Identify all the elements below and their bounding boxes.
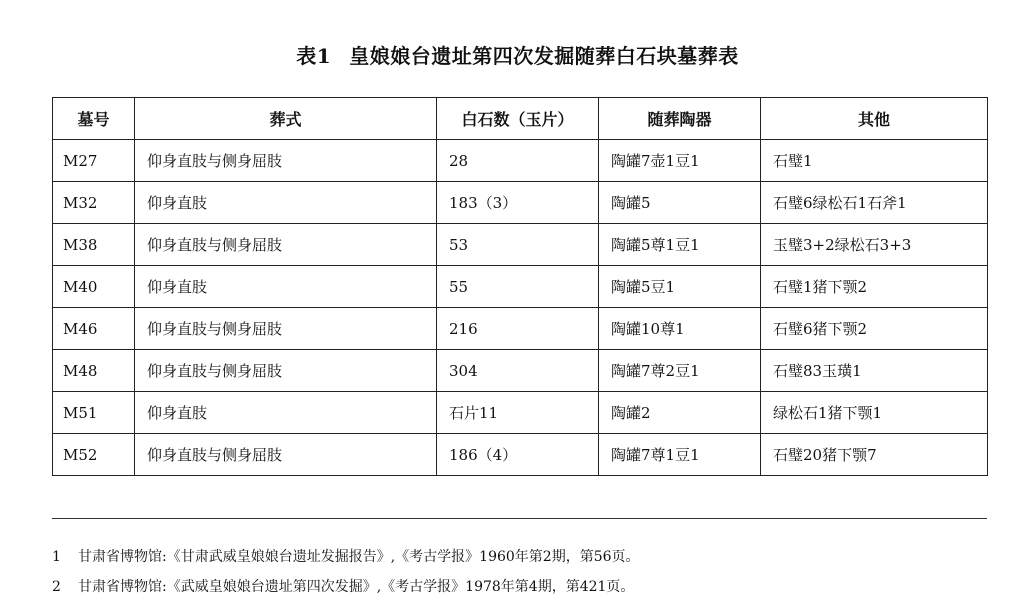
cell-burial-posture: 仰身直肢与侧身屈肢 <box>135 224 437 266</box>
cell-other: 玉璧3+2绿松石3+3 <box>761 224 988 266</box>
cell-burial-posture: 仰身直肢与侧身屈肢 <box>135 434 437 476</box>
burial-table <box>52 97 988 476</box>
table-row <box>53 392 988 434</box>
cell-other: 石璧1猪下颚2 <box>761 266 988 308</box>
cell-white-stone-count: 28 <box>437 140 599 182</box>
cell-white-stone-count: 304 <box>437 350 599 392</box>
cell-burial-posture: 仰身直肢与侧身屈肢 <box>135 140 437 182</box>
cell-white-stone-count: 53 <box>437 224 599 266</box>
cell-white-stone-count: 216 <box>437 308 599 350</box>
cell-other: 石璧1 <box>761 140 988 182</box>
cell-tomb-number: M40 <box>53 266 135 308</box>
footnote-text: 甘肃省博物馆:《甘肃武威皇娘娘台遗址发掘报告》,《考古学报》1960年第2期，第56页。 <box>78 549 640 565</box>
footnote-divider <box>52 518 987 519</box>
footnote-text: 甘肃省博物馆:《武威皇娘娘台遗址第四次发掘》,《考古学报》1978年第4期，第421页。 <box>78 579 635 595</box>
cell-tomb-number: M51 <box>53 392 135 434</box>
table-row <box>53 350 988 392</box>
table-row <box>53 266 988 308</box>
table-header-row <box>53 98 988 140</box>
table-title-text: 皇娘娘台遗址第四次发掘随葬白石块墓葬表 <box>349 44 739 68</box>
footnote <box>52 576 634 596</box>
table-row <box>53 224 988 266</box>
cell-burial-posture: 仰身直肢 <box>135 266 437 308</box>
cell-pottery: 陶罐7尊1豆1 <box>599 434 761 476</box>
cell-pottery: 陶罐2 <box>599 392 761 434</box>
cell-pottery: 陶罐7壶1豆1 <box>599 140 761 182</box>
cell-white-stone-count: 183（3） <box>437 182 599 224</box>
cell-burial-posture: 仰身直肢 <box>135 392 437 434</box>
cell-pottery: 陶罐7尊2豆1 <box>599 350 761 392</box>
footnote-number: 1 <box>52 549 61 565</box>
header-tomb-number: 墓号 <box>53 98 135 140</box>
cell-other: 石璧83玉璜1 <box>761 350 988 392</box>
cell-pottery: 陶罐5尊1豆1 <box>599 224 761 266</box>
table-number: 表1 <box>296 44 332 68</box>
cell-tomb-number: M52 <box>53 434 135 476</box>
header-pottery: 随葬陶器 <box>599 98 761 140</box>
table-row <box>53 140 988 182</box>
table-row <box>53 182 988 224</box>
cell-tomb-number: M48 <box>53 350 135 392</box>
cell-burial-posture: 仰身直肢 <box>135 182 437 224</box>
cell-other: 石璧6绿松石1石斧1 <box>761 182 988 224</box>
footnote <box>52 546 640 566</box>
header-burial-posture: 葬式 <box>135 98 437 140</box>
table-row <box>53 308 988 350</box>
cell-tomb-number: M27 <box>53 140 135 182</box>
cell-pottery: 陶罐5 <box>599 182 761 224</box>
table-title <box>0 40 1035 69</box>
cell-other: 绿松石1猪下颚1 <box>761 392 988 434</box>
cell-pottery: 陶罐5豆1 <box>599 266 761 308</box>
header-other: 其他 <box>761 98 988 140</box>
cell-other: 石璧20猪下颚7 <box>761 434 988 476</box>
header-white-stone-count: 白石数（玉片） <box>437 98 599 140</box>
cell-burial-posture: 仰身直肢与侧身屈肢 <box>135 350 437 392</box>
cell-white-stone-count: 186（4） <box>437 434 599 476</box>
table-row <box>53 434 988 476</box>
cell-white-stone-count: 石片11 <box>437 392 599 434</box>
cell-pottery: 陶罐10尊1 <box>599 308 761 350</box>
cell-tomb-number: M38 <box>53 224 135 266</box>
footnote-number: 2 <box>52 579 61 595</box>
cell-tomb-number: M32 <box>53 182 135 224</box>
cell-other: 石璧6猪下颚2 <box>761 308 988 350</box>
cell-burial-posture: 仰身直肢与侧身屈肢 <box>135 308 437 350</box>
cell-tomb-number: M46 <box>53 308 135 350</box>
cell-white-stone-count: 55 <box>437 266 599 308</box>
